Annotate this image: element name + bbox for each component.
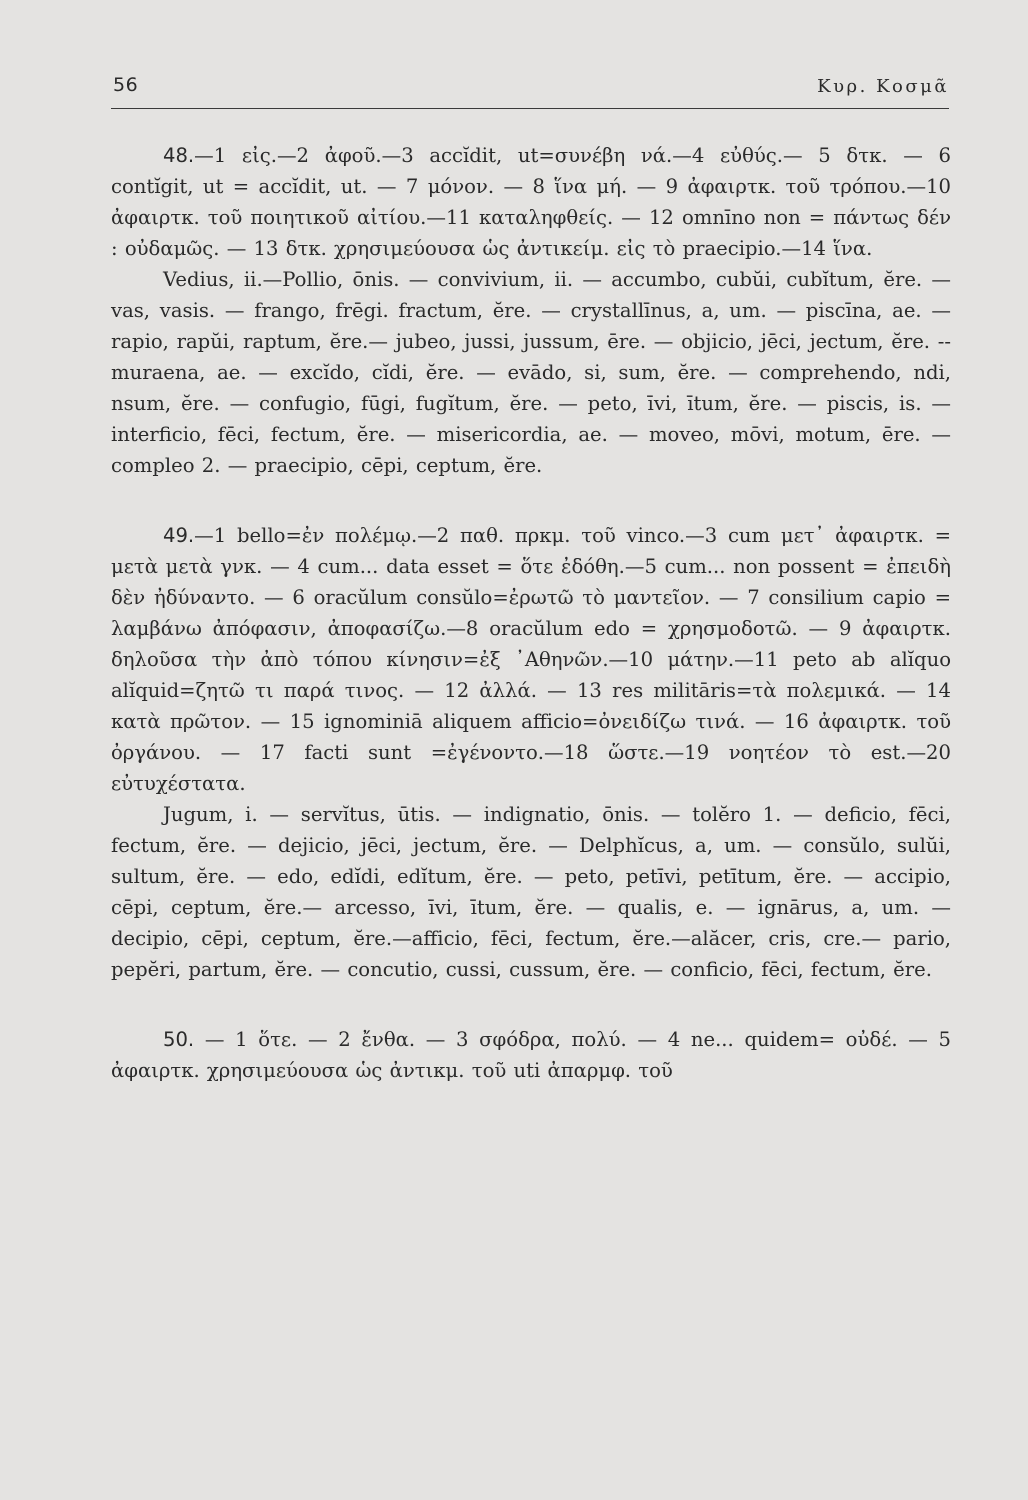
section-48-notes: [111, 140, 951, 264]
section-48-vocabulary: Vedius, ii.—Pollio, ōnis. — convivium, ii. — accumbo, cubŭi, cubĭtum, ĕre. — vas, vasis. — frango, frēgi. fractum, ĕre. — crystallīnus, a, um. — piscīna, ae. — rapio, rapŭi, raptum, ĕre.— jubeo, jussi, jussum, ēre. — objicio, jēci, jectum, ĕre. -- muraena, ae. — excĭdo, cĭdi, ĕre. — evādo, si, sum, ĕre. — comprehendo, ndi, nsum, ĕre. — confugio, fūgi, fugĭtum, ĕre. — peto, īvi, ītum, ĕre. — piscis, is. — interficio, fēci, fectum, ĕre. — misericordia, ae. — moveo, mōvi, motum, ēre. — compleo 2. — praecipio, cēpi, ceptum, ĕre.: [111, 268, 951, 477]
page-header: [111, 72, 949, 109]
section-49-vocabulary: Jugum, i. — servĭtus, ūtis. — indignatio, ōnis. — tolĕro 1. — deficio, fēci, fectum, ĕre. — dejicio, jēci, jectum, ĕre. — Delphĭcus, a, um. — consŭlo, sulŭi, sultum, ĕre. — edo, edĭdi, edĭtum, ĕre. — peto, petīvi, petītum, ĕre. — accipio, cēpi, ceptum, ĕre.— arcesso, īvi, ītum, ĕre. — qualis, e. — ignārus, a, um. — decipio, cēpi, ceptum, ĕre.—afficio, fēci, fectum, ĕre.—alăcer, cris, cre.— pario, pepĕri, partum, ĕre. — concutio, cussi, cussum, ĕre. — conficio, fēci, fectum, ĕre.: [111, 803, 951, 981]
section-number: 50.: [163, 1028, 195, 1051]
section-gap: [111, 985, 951, 1024]
section-49: [111, 520, 951, 985]
section-gap: [111, 481, 951, 520]
section-notes-text: — 1 ὅτε. — 2 ἔνθα. — 3 σφόδρα, πολύ. — 4 ne... quidem= οὐδέ. — 5 ἀφαιρτκ. χρησιμεύουσα ὡς ἀντικμ. τοῦ uti ἀπαρμφ. τοῦ: [111, 1028, 951, 1082]
running-title: Κυρ. Κοσμᾶ: [817, 76, 949, 97]
page-body: [111, 140, 951, 1086]
section-number: 48.: [163, 144, 195, 167]
section-48: [111, 140, 951, 481]
section-49-notes: [111, 520, 951, 799]
section-number: 49.: [163, 524, 195, 547]
section-50: [111, 1024, 951, 1086]
section-notes-text: —1 bello=ἐν πολέμῳ.—2 παθ. πρκμ. τοῦ vinco.—3 cum μετ᾽ ἀφαιρτκ. = μετὰ μετὰ γνκ. — 4 cum... data esset = ὅτε ἐδόθη.—5 cum... non possent = ἐπειδὴ δὲν ἠδύναντο. — 6 oracŭlum consŭlo=ἐρωτῶ τὸ μαντεῖον. — 7 consilium capio = λαμβάνω ἀπόφασιν, ἀποφασίζω.—8 oracŭlum edo = χρησμοδοτῶ. — 9 ἀφαιρτκ. δηλοῦσα τὴν ἀπὸ τόπου κίνησιν=ἐξ ᾽Αθηνῶν.—10 μάτην.—11 peto ab alĭquo alĭquid=ζητῶ τι παρά τινος. — 12 ἀλλά. — 13 res militāris=τὰ πολεμικά. — 14 κατὰ πρῶτον. — 15 ignominiā aliquem afficio=ὀνειδίζω τινά. — 16 ἀφαιρτκ. τοῦ ὀργάνου. — 17 facti sunt =ἐγένοντο.—18 ὥστε.—19 νοητέον τὸ est.—20 εὐτυχέστατα.: [111, 524, 951, 795]
section-50-notes: [111, 1024, 951, 1086]
page-number: 56: [113, 74, 139, 96]
section-notes-text: —1 εἰς.—2 ἀφοῦ.—3 accĭdit, ut=συνέβη νά.—4 εὐθύς.— 5 δτκ. — 6 contĭgit, ut = accĭdit, ut. — 7 μόνον. — 8 ἵνα μή. — 9 ἀφαιρτκ. τοῦ τρόπου.—10 ἀφαιρτκ. τοῦ ποιητικοῦ αἰτίου.—11 καταληφθείς. — 12 omnīno non = πάντως δέν : οὐδαμῶς. — 13 δτκ. χρησιμεύουσα ὡς ἀντικείμ. εἰς τὸ praecipio.—14 ἵνα.: [111, 144, 951, 260]
